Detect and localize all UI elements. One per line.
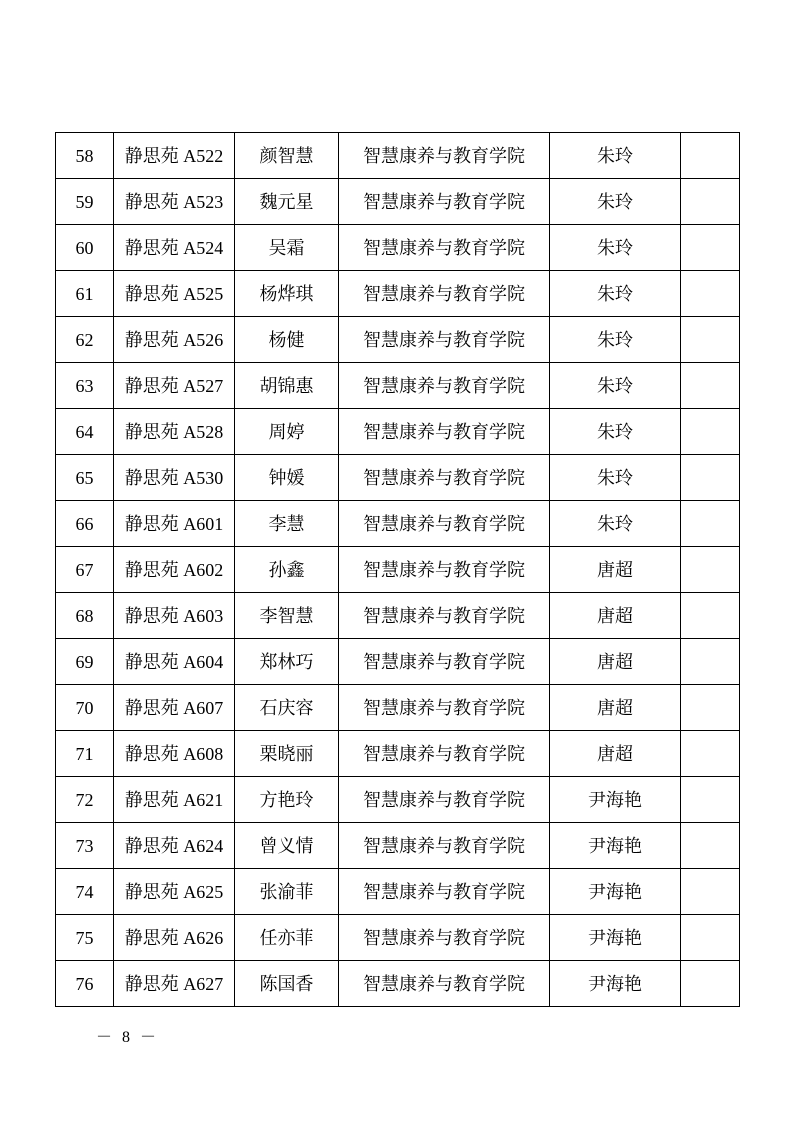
table-row <box>56 731 740 777</box>
student-name-cell: 吴霜 <box>235 225 339 271</box>
student-name-cell: 李智慧 <box>235 593 339 639</box>
college-cell: 智慧康养与教育学院 <box>339 225 550 271</box>
advisor-cell: 尹海艳 <box>550 915 681 961</box>
note-cell <box>681 179 740 225</box>
college-cell: 智慧康养与教育学院 <box>339 317 550 363</box>
note-cell <box>681 501 740 547</box>
advisor-cell: 唐超 <box>550 639 681 685</box>
student-name-cell: 钟媛 <box>235 455 339 501</box>
student-name-cell: 张渝菲 <box>235 869 339 915</box>
room-cell: 静思苑 A522 <box>114 133 235 179</box>
row-index-cell: 62 <box>56 317 114 363</box>
note-cell <box>681 915 740 961</box>
college-cell: 智慧康养与教育学院 <box>339 271 550 317</box>
room-cell: 静思苑 A527 <box>114 363 235 409</box>
room-cell: 静思苑 A621 <box>114 777 235 823</box>
table-row <box>56 179 740 225</box>
table-row <box>56 317 740 363</box>
room-cell: 静思苑 A626 <box>114 915 235 961</box>
room-cell: 静思苑 A602 <box>114 547 235 593</box>
room-cell: 静思苑 A525 <box>114 271 235 317</box>
college-cell: 智慧康养与教育学院 <box>339 593 550 639</box>
table-row <box>56 409 740 455</box>
advisor-cell: 尹海艳 <box>550 823 681 869</box>
advisor-cell: 朱玲 <box>550 317 681 363</box>
room-cell: 静思苑 A607 <box>114 685 235 731</box>
student-name-cell: 孙鑫 <box>235 547 339 593</box>
table-row <box>56 823 740 869</box>
table-row <box>56 271 740 317</box>
college-cell: 智慧康养与教育学院 <box>339 409 550 455</box>
table-row <box>56 639 740 685</box>
room-cell: 静思苑 A528 <box>114 409 235 455</box>
note-cell <box>681 455 740 501</box>
college-cell: 智慧康养与教育学院 <box>339 363 550 409</box>
advisor-cell: 唐超 <box>550 731 681 777</box>
note-cell <box>681 869 740 915</box>
student-name-cell: 陈国香 <box>235 961 339 1007</box>
note-cell <box>681 777 740 823</box>
row-index-cell: 71 <box>56 731 114 777</box>
room-cell: 静思苑 A627 <box>114 961 235 1007</box>
note-cell <box>681 685 740 731</box>
table-row <box>56 547 740 593</box>
note-cell <box>681 133 740 179</box>
advisor-cell: 朱玲 <box>550 409 681 455</box>
note-cell <box>681 961 740 1007</box>
table-row <box>56 133 740 179</box>
row-index-cell: 58 <box>56 133 114 179</box>
note-cell <box>681 363 740 409</box>
roster-table-body <box>56 133 740 1007</box>
row-index-cell: 64 <box>56 409 114 455</box>
student-name-cell: 方艳玲 <box>235 777 339 823</box>
room-cell: 静思苑 A604 <box>114 639 235 685</box>
row-index-cell: 67 <box>56 547 114 593</box>
college-cell: 智慧康养与教育学院 <box>339 133 550 179</box>
room-cell: 静思苑 A524 <box>114 225 235 271</box>
college-cell: 智慧康养与教育学院 <box>339 915 550 961</box>
advisor-cell: 唐超 <box>550 547 681 593</box>
row-index-cell: 72 <box>56 777 114 823</box>
advisor-cell: 朱玲 <box>550 179 681 225</box>
college-cell: 智慧康养与教育学院 <box>339 777 550 823</box>
college-cell: 智慧康养与教育学院 <box>339 823 550 869</box>
table-row <box>56 501 740 547</box>
student-name-cell: 郑林巧 <box>235 639 339 685</box>
college-cell: 智慧康养与教育学院 <box>339 731 550 777</box>
advisor-cell: 尹海艳 <box>550 777 681 823</box>
room-cell: 静思苑 A526 <box>114 317 235 363</box>
college-cell: 智慧康养与教育学院 <box>339 501 550 547</box>
college-cell: 智慧康养与教育学院 <box>339 961 550 1007</box>
advisor-cell: 唐超 <box>550 593 681 639</box>
row-index-cell: 75 <box>56 915 114 961</box>
college-cell: 智慧康养与教育学院 <box>339 455 550 501</box>
page-number: － 8 － <box>96 1029 160 1046</box>
advisor-cell: 朱玲 <box>550 271 681 317</box>
advisor-cell: 朱玲 <box>550 501 681 547</box>
advisor-cell: 朱玲 <box>550 455 681 501</box>
college-cell: 智慧康养与教育学院 <box>339 547 550 593</box>
room-cell: 静思苑 A601 <box>114 501 235 547</box>
row-index-cell: 63 <box>56 363 114 409</box>
row-index-cell: 73 <box>56 823 114 869</box>
row-index-cell: 74 <box>56 869 114 915</box>
student-name-cell: 任亦菲 <box>235 915 339 961</box>
note-cell <box>681 317 740 363</box>
note-cell <box>681 271 740 317</box>
note-cell <box>681 823 740 869</box>
note-cell <box>681 225 740 271</box>
student-name-cell: 栗晓丽 <box>235 731 339 777</box>
note-cell <box>681 409 740 455</box>
row-index-cell: 65 <box>56 455 114 501</box>
room-cell: 静思苑 A523 <box>114 179 235 225</box>
college-cell: 智慧康养与教育学院 <box>339 869 550 915</box>
student-name-cell: 胡锦惠 <box>235 363 339 409</box>
room-cell: 静思苑 A603 <box>114 593 235 639</box>
student-name-cell: 颜智慧 <box>235 133 339 179</box>
row-index-cell: 70 <box>56 685 114 731</box>
row-index-cell: 76 <box>56 961 114 1007</box>
room-cell: 静思苑 A625 <box>114 869 235 915</box>
row-index-cell: 69 <box>56 639 114 685</box>
student-name-cell: 杨健 <box>235 317 339 363</box>
note-cell <box>681 639 740 685</box>
table-row <box>56 225 740 271</box>
table-row <box>56 777 740 823</box>
student-name-cell: 李慧 <box>235 501 339 547</box>
advisor-cell: 尹海艳 <box>550 869 681 915</box>
row-index-cell: 68 <box>56 593 114 639</box>
student-name-cell: 周婷 <box>235 409 339 455</box>
room-cell: 静思苑 A530 <box>114 455 235 501</box>
student-name-cell: 石庆容 <box>235 685 339 731</box>
note-cell <box>681 731 740 777</box>
student-name-cell: 曾义情 <box>235 823 339 869</box>
table-row <box>56 363 740 409</box>
student-name-cell: 魏元星 <box>235 179 339 225</box>
college-cell: 智慧康养与教育学院 <box>339 639 550 685</box>
advisor-cell: 尹海艳 <box>550 961 681 1007</box>
note-cell <box>681 593 740 639</box>
row-index-cell: 61 <box>56 271 114 317</box>
note-cell <box>681 547 740 593</box>
row-index-cell: 59 <box>56 179 114 225</box>
table-row <box>56 685 740 731</box>
college-cell: 智慧康养与教育学院 <box>339 179 550 225</box>
dormitory-roster-table <box>55 132 740 1007</box>
advisor-cell: 唐超 <box>550 685 681 731</box>
room-cell: 静思苑 A624 <box>114 823 235 869</box>
table-row <box>56 915 740 961</box>
table-row <box>56 869 740 915</box>
advisor-cell: 朱玲 <box>550 225 681 271</box>
college-cell: 智慧康养与教育学院 <box>339 685 550 731</box>
student-name-cell: 杨烨琪 <box>235 271 339 317</box>
roster-table-container <box>55 132 740 1007</box>
advisor-cell: 朱玲 <box>550 363 681 409</box>
table-row <box>56 961 740 1007</box>
row-index-cell: 60 <box>56 225 114 271</box>
room-cell: 静思苑 A608 <box>114 731 235 777</box>
table-row <box>56 593 740 639</box>
table-row <box>56 455 740 501</box>
row-index-cell: 66 <box>56 501 114 547</box>
advisor-cell: 朱玲 <box>550 133 681 179</box>
